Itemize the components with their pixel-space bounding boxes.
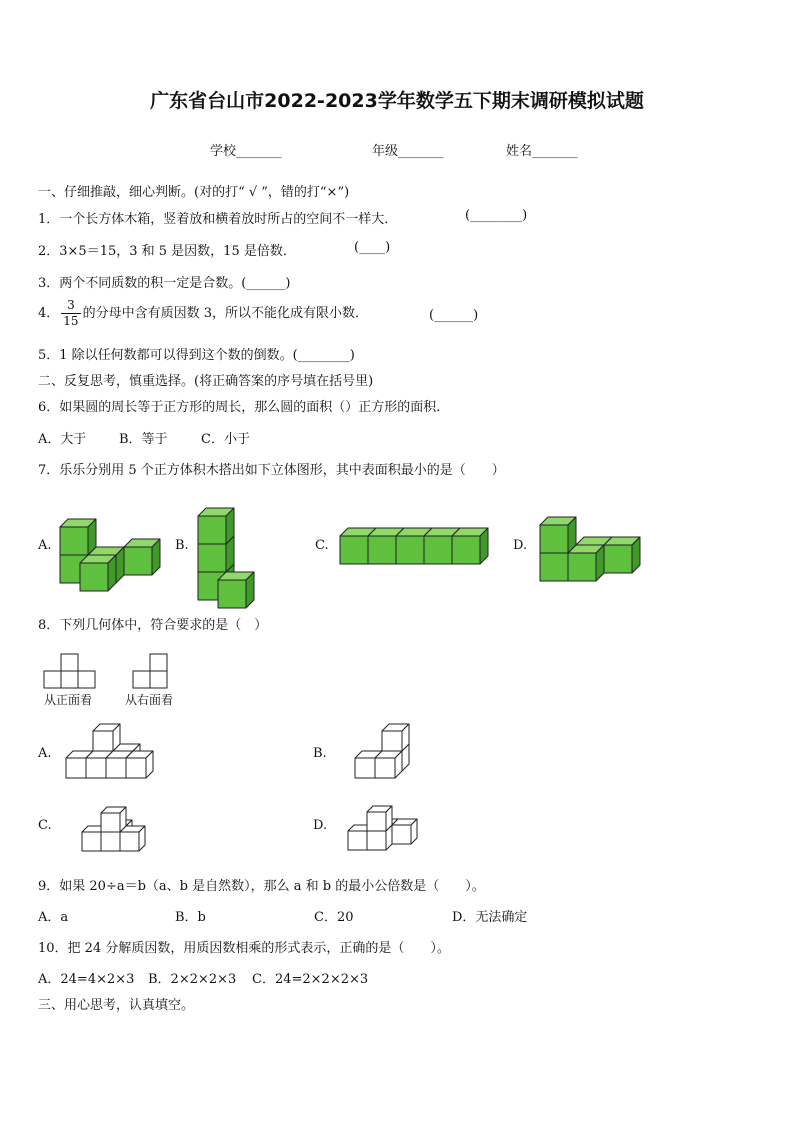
q6-option-c: C．小于: [201, 432, 250, 447]
cube-front-face: [568, 553, 596, 581]
q10-option-a: A．24=4×2×3: [38, 972, 135, 987]
school-field: 学校_______: [210, 144, 282, 159]
view-grid-cell: [150, 654, 167, 671]
right-view-grid: [133, 653, 173, 689]
q8-figure-c: [82, 805, 147, 853]
cube-front-face: [452, 536, 480, 564]
cube-front-face: [198, 516, 226, 544]
cube-front-face: [396, 536, 424, 564]
cube-front-face: [375, 758, 395, 778]
q7-label-c: C.: [315, 538, 329, 553]
question-10: 10．把 24 分解质因数，用质因数相乘的形式表示，正确的是（ ）。: [38, 941, 450, 956]
cube-front-face: [120, 832, 139, 851]
q10-option-c: C．24=2×2×2×3: [252, 972, 369, 987]
q8-figure-a: [66, 728, 161, 780]
page-title: 广东省台山市2022-2023学年数学五下期末调研模拟试题: [150, 90, 644, 112]
question-2-blank: (____): [354, 240, 391, 255]
front-view-caption: 从正面看: [44, 693, 93, 707]
question-8: 8．下列几何体中，符合要求的是（ ）: [38, 618, 268, 633]
cube-front-face: [367, 831, 386, 850]
section-1-heading: 一、仔细推敲，细心判断。(对的打“ √ ”，错的打“×”): [38, 185, 350, 200]
cube-front-face: [382, 731, 402, 751]
q8-label-c: C.: [38, 818, 52, 833]
cube-front-face: [198, 544, 226, 572]
q8-label-a: A.: [38, 746, 52, 761]
cube-front-face: [540, 525, 568, 553]
view-grid-cell: [150, 671, 167, 688]
fraction-denominator: 15: [63, 314, 79, 328]
q7-label-b: B.: [175, 538, 189, 553]
question-7: 7．乐乐分别用 5 个正方体积木搭出如下立体图形，其中表面积最小的是（ ）: [38, 463, 505, 478]
q8-figure-d: [348, 800, 423, 852]
question-3: 3．两个不同质数的积一定是合数。(______): [38, 276, 291, 291]
cube-front-face: [355, 758, 375, 778]
question-9: 9．如果 20÷a＝b（a、b 是自然数），那么 a 和 b 的最小公倍数是（ ）。: [38, 879, 485, 894]
q6-option-b: B．等于: [119, 432, 168, 447]
fraction: [61, 298, 80, 329]
q9-option-d: D．无法确定: [452, 910, 528, 925]
q7-figure-d: [540, 504, 620, 584]
cube-front-face: [106, 758, 126, 778]
q8-label-b: B.: [313, 746, 327, 761]
cube-front-face: [340, 536, 368, 564]
q8-figure-b: [355, 730, 410, 780]
q10-option-b: B．2×2×2×3: [148, 972, 237, 987]
q8-label-d: D.: [313, 818, 328, 833]
cube-front-face: [424, 536, 452, 564]
q9-option-c: C．20: [314, 910, 354, 925]
question-5: 5．1 除以任何数都可以得到这个数的倒数。(________): [38, 348, 355, 363]
q9-option-b: B．b: [175, 910, 206, 925]
name-field: 姓名_______: [506, 144, 578, 159]
view-grid-cell: [133, 671, 150, 688]
question-4: [38, 298, 368, 329]
cube-front-face: [82, 832, 101, 851]
view-grid-cell: [61, 671, 78, 688]
grade-field: 年级_______: [372, 144, 444, 159]
cube-front-face: [66, 758, 86, 778]
cube-front-face: [604, 545, 632, 573]
right-view-caption: 从右面看: [125, 693, 174, 707]
question-4-text: 的分母中含有质因数 3，所以不能化成有限小数．: [82, 306, 368, 321]
cube-front-face: [348, 831, 367, 850]
cube-front-face: [368, 536, 396, 564]
cube-front-face: [124, 547, 152, 575]
section-2-heading: 二、反复思考，慎重选择。(将正确答案的序号填在括号里): [38, 374, 374, 389]
q9-option-a: A．a: [38, 910, 69, 925]
cube-front-face: [101, 813, 120, 832]
cube-front-face: [101, 832, 120, 851]
question-4-blank: (______): [429, 308, 479, 323]
fraction-numerator: 3: [61, 298, 80, 314]
cube-front-face: [218, 580, 246, 608]
question-1: 1．一个长方体木箱，竖着放和横着放时所占的空间不一样大．: [38, 212, 398, 227]
cube-front-face: [93, 731, 113, 751]
cube-front-face: [540, 553, 568, 581]
q6-option-a: A．大于: [38, 432, 87, 447]
q7-figure-c: [340, 522, 500, 567]
front-view-grid: [44, 653, 104, 689]
q7-figure-a: [60, 505, 160, 585]
view-grid-cell: [44, 671, 61, 688]
q7-figure-b: [198, 488, 278, 603]
question-2: 2．3×5＝15，3 和 5 是因数，15 是倍数．: [38, 244, 296, 259]
cube-front-face: [60, 527, 88, 555]
cube-front-face: [86, 758, 106, 778]
cube-front-face: [392, 825, 411, 844]
cube-front-face: [367, 812, 386, 831]
question-6: 6．如果圆的周长等于正方形的周长，那么圆的面积（）正方形的面积．: [38, 400, 450, 415]
q7-label-d: D.: [513, 538, 528, 553]
view-grid-cell: [78, 671, 95, 688]
question-1-blank: (________): [465, 208, 528, 223]
q7-label-a: A.: [38, 538, 52, 553]
view-grid-cell: [61, 654, 78, 671]
question-4-number: 4．: [38, 306, 60, 321]
cube-front-face: [80, 563, 108, 591]
cube-front-face: [126, 758, 146, 778]
section-3-heading: 三、用心思考，认真填空。: [38, 998, 195, 1013]
